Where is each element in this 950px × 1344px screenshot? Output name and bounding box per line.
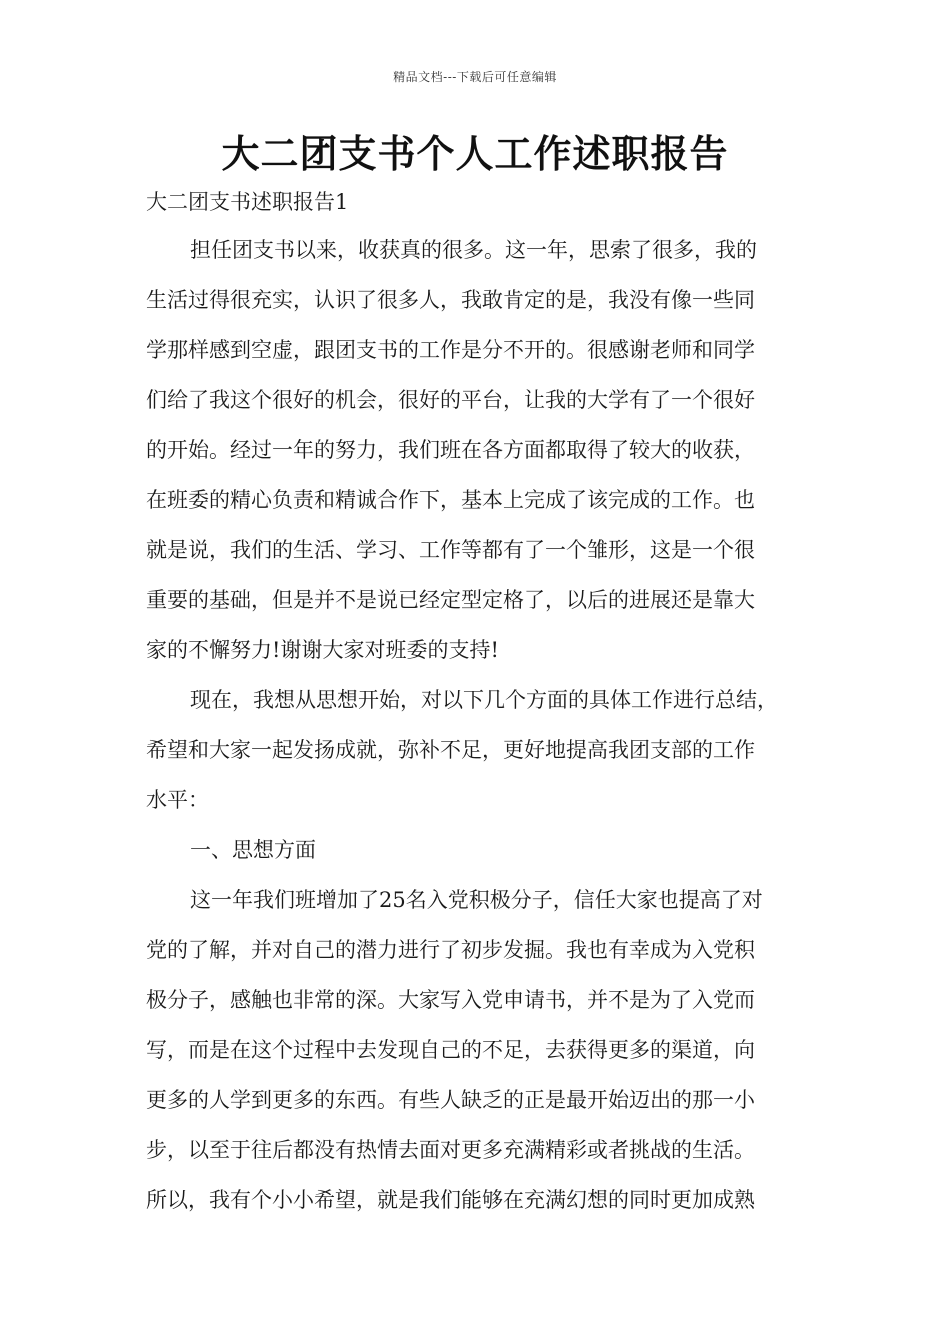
section-subtitle: 大二团支书述职报告1 (146, 190, 349, 214)
paragraph-line: 步，以至于往后都没有热情去面对更多充满精彩或者挑战的生活。 (146, 1138, 755, 1162)
paragraph-line: 重要的基础，但是并不是说已经定型定格了，以后的进展还是靠大 (146, 588, 755, 612)
paragraph-line: 党的了解，并对自己的潜力进行了初步发掘。我也有幸成为入党积 (146, 938, 755, 962)
paragraph-line: 所以，我有个小小希望，就是我们能够在充满幻想的同时更加成熟 (146, 1188, 755, 1212)
paragraph-line: 学那样感到空虚，跟团支书的工作是分不开的。很感谢老师和同学 (146, 338, 755, 362)
section-heading: 一、思想方面 (190, 838, 316, 862)
paragraph-line: 写，而是在这个过程中去发现自己的不足，去获得更多的渠道，向 (146, 1038, 755, 1062)
paragraph-line: 现在，我想从思想开始，对以下几个方面的具体工作进行总结， (190, 688, 778, 712)
paragraph-line: 家的不懈努力!谢谢大家对班委的支持! (146, 638, 499, 662)
paragraph-line: 更多的人学到更多的东西。有些人缺乏的正是最开始迈出的那一小 (146, 1088, 755, 1112)
paragraph-line: 在班委的精心负责和精诚合作下，基本上完成了该完成的工作。也 (146, 488, 755, 512)
paragraph-line: 希望和大家一起发扬成就，弥补不足，更好地提高我团支部的工作 (146, 738, 755, 762)
paragraph-line: 生活过得很充实，认识了很多人，我敢肯定的是，我没有像一些同 (146, 288, 755, 312)
header-note: 精品文档---下载后可任意编辑 (393, 70, 557, 84)
paragraph-line: 们给了我这个很好的机会，很好的平台，让我的大学有了一个很好 (146, 388, 755, 412)
paragraph-line: 担任团支书以来，收获真的很多。这一年，思索了很多，我的 (190, 238, 757, 262)
paragraph-line: 就是说，我们的生活、学习、工作等都有了一个雏形，这是一个很 (146, 538, 755, 562)
paragraph-line: 水平： (146, 788, 209, 812)
paragraph-line: 极分子，感触也非常的深。大家写入党申请书，并不是为了入党而 (146, 988, 755, 1012)
document-title: 大二团支书个人工作述职报告 (221, 131, 729, 176)
paragraph-line: 这一年我们班增加了25名入党积极分子，信任大家也提高了对 (190, 888, 763, 912)
paragraph-line: 的开始。经过一年的努力，我们班在各方面都取得了较大的收获， (146, 438, 755, 462)
